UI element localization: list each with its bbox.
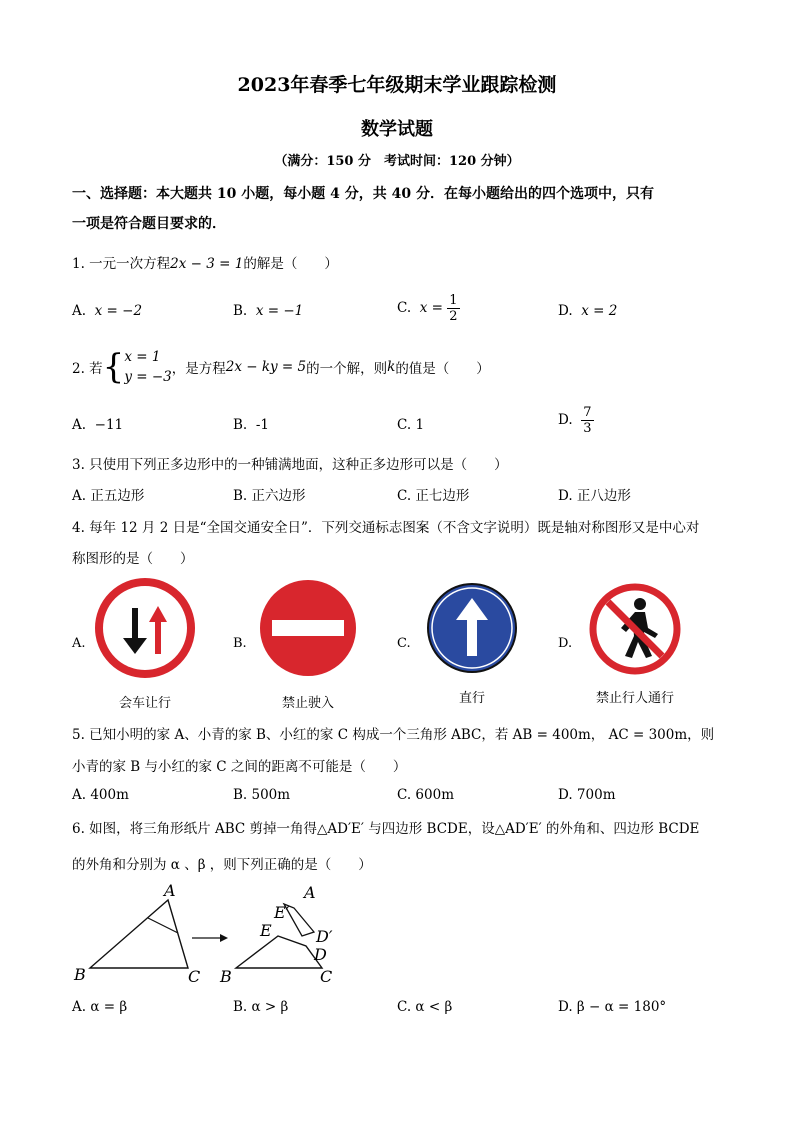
- q1-option-a-label: A.: [72, 303, 87, 319]
- q2-suffix2: 的值是（ ）: [395, 361, 490, 377]
- left-triangle: [90, 900, 188, 968]
- left-label-b: B: [74, 965, 86, 984]
- q2-option-b-text: -1: [255, 417, 269, 433]
- right-label-b: B: [220, 967, 232, 986]
- q3-option-b: B. 正六边形: [233, 488, 306, 504]
- left-label-c: C: [188, 967, 201, 986]
- q1-option-d-text: x = 2: [581, 303, 618, 319]
- q1-option-c: [397, 293, 460, 324]
- right-label-a: A: [304, 883, 316, 902]
- q2-prefix: 2. 若: [72, 361, 103, 377]
- q1-option-c-fraction: [447, 293, 459, 324]
- q5-stem-line1: 5. 已知小明的家 A、小青的家 B、小红的家 C 构成一个三角形 ABC，若 AB = 400m， AC = 300m，则: [72, 727, 715, 743]
- q2-option-a: [72, 417, 123, 433]
- q6-figure: [70, 878, 370, 990]
- q2-option-d-den: 3: [583, 421, 592, 436]
- q4-option-a-label: A.: [72, 636, 86, 651]
- sign-caption-c: 直行: [458, 691, 485, 706]
- q1-option-d: [558, 303, 617, 319]
- q2-suffix1: 的一个解，则: [306, 361, 388, 377]
- q2-option-a-label: A.: [72, 417, 87, 433]
- q3-stem: 3. 只使用下列正多边形中的一种铺满地面，这种正多边形可以是（ ）: [72, 457, 508, 473]
- q4-option-d-label: D.: [558, 636, 573, 651]
- left-label-a: A: [164, 881, 176, 900]
- right-label-e-prime: E′: [274, 903, 290, 922]
- sign-no-pedestrians-icon: [588, 582, 682, 676]
- q4-stem-line1: 4. 每年 12 月 2 日是“全国交通安全日”．下列交通标志图案（不含文字说明）既是轴对称图形又是中心对: [72, 520, 700, 536]
- q1-option-c-label: C.: [397, 300, 412, 316]
- q2-system: [124, 347, 171, 387]
- q4-option-b-label: B.: [233, 636, 247, 651]
- q4-stem-line2: 称图形的是（ ）: [72, 551, 194, 567]
- right-label-d-prime: D′: [316, 927, 333, 946]
- q2-option-d-label: D.: [558, 412, 573, 428]
- q6-option-b: B. α > β: [233, 999, 289, 1015]
- sign-caption-b: 禁止驶入: [281, 696, 334, 711]
- q6-stem-line1: 6. 如图，将三角形纸片 ABC 剪掉一角得△AD′E′ 与四边形 BCDE，设△AD′E′ 的外角和、四边形 BCDE: [72, 821, 700, 837]
- q2-system-line2: y = −3: [124, 369, 172, 385]
- sign-straight-ahead-icon: [426, 582, 518, 674]
- q1-stem: [72, 252, 338, 272]
- q2-option-b-label: B.: [233, 417, 248, 433]
- q1-option-c-den: 2: [449, 309, 458, 324]
- q2-option-c-text: 1: [415, 417, 425, 433]
- q1-option-b: [233, 303, 303, 319]
- q1-prefix: 1. 一元一次方程: [72, 256, 171, 272]
- q1-option-a: [72, 303, 142, 319]
- sign-caption-d: 禁止行人通行: [595, 691, 674, 706]
- q1-option-b-text: x = −1: [255, 303, 304, 319]
- q6-stem-line2: 的外角和分别为 α 、β ，则下列正确的是（ ）: [72, 857, 372, 873]
- q1-option-c-lhs: x =: [419, 300, 443, 316]
- q2-option-b: [233, 417, 269, 433]
- q1-suffix: 的解是（ ）: [243, 256, 338, 272]
- q3-option-c: C. 正七边形: [397, 488, 470, 504]
- q1-option-a-text: x = −2: [94, 303, 143, 319]
- q2-option-c: [397, 417, 424, 433]
- q5-option-d: D. 700m: [558, 787, 616, 803]
- q2-option-a-text: −11: [94, 417, 124, 433]
- quadrilateral: [236, 936, 322, 968]
- q3-option-d: D. 正八边形: [558, 488, 631, 504]
- exam-info: （满分：150 分 考试时间：120 分钟）: [274, 154, 520, 169]
- right-label-c: C: [320, 967, 333, 986]
- q5-option-c: C. 600m: [397, 787, 454, 803]
- sign-give-way-oncoming-icon: [95, 578, 195, 678]
- q2-option-d: [558, 405, 594, 436]
- sign-caption-a: 会车让行: [118, 696, 171, 711]
- q6-option-a: A. α = β: [72, 999, 128, 1015]
- q5-option-a: A. 400m: [72, 787, 129, 803]
- exam-subject: 数学试题: [361, 119, 433, 140]
- q2-option-d-num: 7: [583, 405, 592, 420]
- right-label-e: E: [260, 921, 272, 940]
- q5-option-b: B. 500m: [233, 787, 291, 803]
- q3-option-a: A. 正五边形: [72, 488, 145, 504]
- q1-equation: 2x − 3 = 1: [170, 256, 244, 272]
- q2-system-line1: x = 1: [124, 349, 161, 365]
- q2-middle: ，是方程: [171, 361, 226, 377]
- arrow-head-icon: [220, 934, 228, 942]
- q4-option-c-label: C.: [397, 636, 411, 651]
- sign-no-entry-icon: [258, 578, 358, 678]
- section-intro-line1: 一、选择题：本大题共 10 小题，每小题 4 分，共 40 分．在每小题给出的四个选项中，只有: [72, 186, 654, 202]
- q2-k: k: [387, 359, 396, 375]
- q5-stem-line2: 小青的家 B 与小红的家 C 之间的距离不可能是（ ）: [72, 759, 407, 775]
- exam-title: 2023年春季七年级期末学业跟踪检测: [237, 74, 557, 96]
- q1-option-d-label: D.: [558, 303, 573, 319]
- q2-brace: {: [102, 347, 125, 387]
- q6-option-c: C. α < β: [397, 999, 453, 1015]
- q1-option-c-num: 1: [449, 293, 458, 308]
- q2-equation: 2x − ky = 5: [225, 359, 307, 375]
- q2-option-c-label: C.: [397, 417, 412, 433]
- q2-stem: [72, 347, 490, 387]
- q2-option-d-fraction: [581, 405, 593, 436]
- section-intro-line2: 一项是符合题目要求的．: [72, 216, 226, 232]
- q6-option-d: D. β − α = 180°: [558, 999, 667, 1015]
- q1-option-b-label: B.: [233, 303, 248, 319]
- right-label-d: D: [314, 945, 327, 964]
